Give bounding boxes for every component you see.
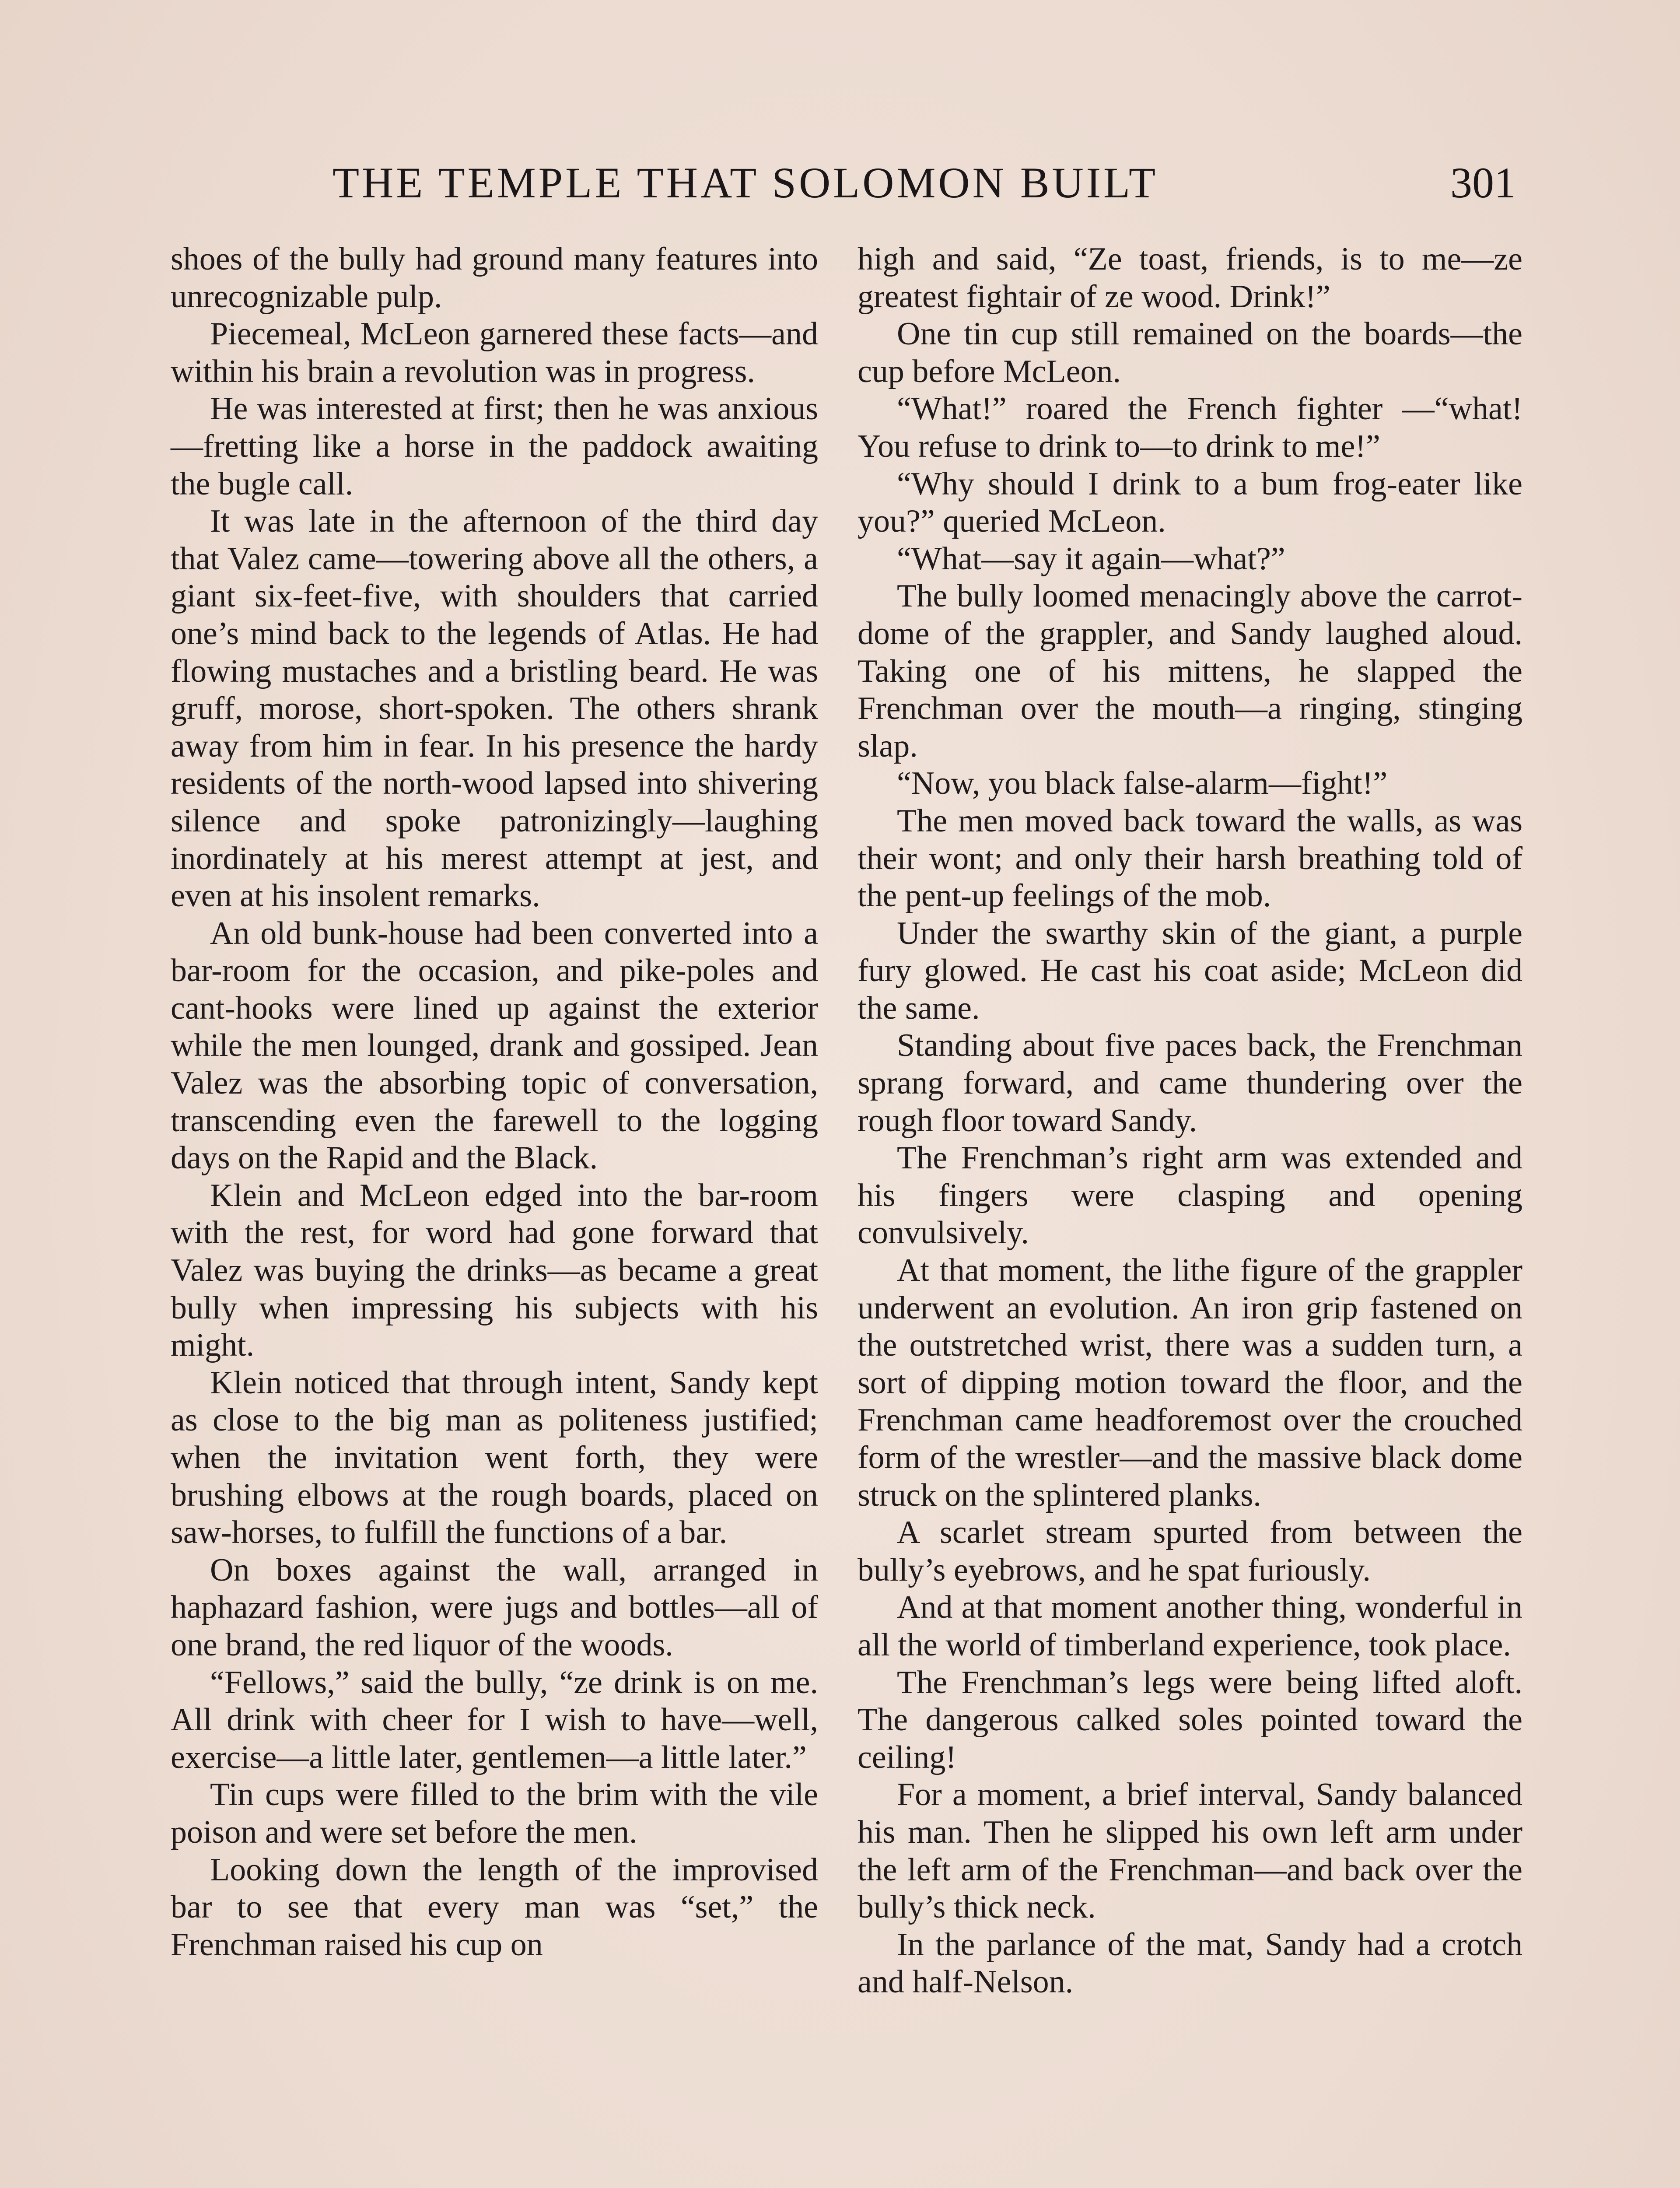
paragraph: The Frenchman’s right arm was extended and his fingers were clasping and opening convulsively. [858, 1140, 1522, 1251]
paragraph: The men moved back toward the walls, as was their wont; and only their harsh breathing told of the pent-up feelings of the mob. [858, 803, 1522, 914]
paragraph: At that moment, the lithe figure of the grappler underwent an evolution. An iron grip fastened on the outstretched wrist, there was a sudden turn, a sort of dipping motion toward the floor, and the Frenchman came headforemost over the crouched form of the wrestler—and the massive black dome struck on the splintered planks. [858, 1252, 1522, 1513]
paragraph: “Now, you black false-alarm—fight!” [897, 765, 1388, 802]
paragraph: An old bunk-house had been converted into a bar-room for the occasion, and pike-poles and cant-hooks were lined up against the exterior while the men lounged, drank and gossiped. Jean Valez was the absorbing topic of conversation, transcending even the farewell to the logging days on the Rapid and the Black. [171, 915, 818, 1176]
paragraph: “What!” roared the French fighter —“what! You refuse to drink to—to drink to me!” [858, 391, 1522, 464]
paragraph: It was late in the afternoon of the third day that Valez came—towering above all the others, a giant six-feet-five, with shoulders that carried one’s mind back to the legends of Atlas. He had flowing mustaches and a bristling beard. He was gruff, morose, short-spoken. The others shrank away from him in fear. In his presence the hardy residents of the north-wood lapsed into shivering silence and spoke patronizingly—laughing inordinately at his merest attempt at jest, and even at his insolent remarks. [171, 503, 818, 914]
paragraph: shoes of the bully had ground many features into unrecognizable pulp. [171, 241, 818, 315]
paragraph: Klein and McLeon edged into the bar-room with the rest, for word had gone forward that Valez was buying the drinks—as became a great bully when impressing his subjects with his might. [171, 1177, 818, 1364]
paragraph: A scarlet stream spurted from between the bully’s eyebrows, and he spat furiously. [858, 1515, 1522, 1588]
paragraph: The Frenchman’s legs were being lifted aloft. The dangerous calked soles pointed toward the ceiling! [858, 1664, 1522, 1775]
right-text-column [858, 241, 1522, 2001]
paragraph: Klein noticed that through intent, Sandy kept as close to the big man as politeness justified; when the invitation went forth, they were brushing elbows at the rough boards, placed on saw-horses, to fulfill the functions of a bar. [171, 1364, 818, 1551]
paragraph: Looking down the length of the improvised bar to see that every man was “set,” the Frenchman raised his cup on [171, 1851, 818, 1963]
paragraph: In the parlance of the mat, Sandy had a crotch and half-Nelson. [858, 1926, 1522, 2000]
paragraph: For a moment, a brief interval, Sandy balanced his man. Then he slipped his own left arm under the left arm of the Frenchman—and back over the bully’s thick neck. [858, 1777, 1522, 1925]
paragraph: “Fellows,” said the bully, “ze drink is on me. All drink with cheer for I wish to have—well, exercise—a little later, gentlemen—a little later.” [171, 1664, 818, 1775]
paragraph: One tin cup still remained on the boards—the cup before McLeon. [858, 316, 1522, 389]
paragraph: high and said, “Ze toast, friends, is to me—ze greatest fightair of ze wood. Drink!” [858, 241, 1522, 315]
left-text-column [171, 241, 818, 1964]
paragraph: He was interested at first; then he was anxious—fretting like a horse in the paddock awaiting the bugle call. [171, 391, 818, 502]
paragraph: “What—say it again—what?” [897, 540, 1285, 577]
paragraph: And at that moment another thing, wonderful in all the world of timberland experience, took place. [858, 1589, 1522, 1663]
paragraph: Piecemeal, McLeon garnered these facts—and within his brain a revolution was in progress. [171, 316, 818, 389]
paragraph: “Why should I drink to a bum frog-eater like you?” queried McLeon. [858, 466, 1522, 540]
paragraph: Tin cups were filled to the brim with the vile poison and were set before the men. [171, 1777, 818, 1850]
paragraph: On boxes against the wall, arranged in haphazard fashion, were jugs and bottles—all of one brand, the red liquor of the woods. [171, 1552, 818, 1663]
page-number: 301 [1450, 158, 1516, 207]
paragraph: Under the swarthy skin of the giant, a purple fury glowed. He cast his coat aside; McLeon did the same. [858, 915, 1522, 1026]
running-title: THE TEMPLE THAT SOLOMON BUILT [332, 158, 1158, 207]
running-header [0, 139, 1680, 227]
paragraph: The bully loomed menacingly above the carrot-dome of the grappler, and Sandy laughed aloud. Taking one of his mittens, he slapped the Frenchman over the mouth—a ringing, stinging slap. [858, 578, 1522, 764]
paragraph: Standing about five paces back, the Frenchman sprang forward, and came thundering over the rough floor toward Sandy. [858, 1027, 1522, 1139]
